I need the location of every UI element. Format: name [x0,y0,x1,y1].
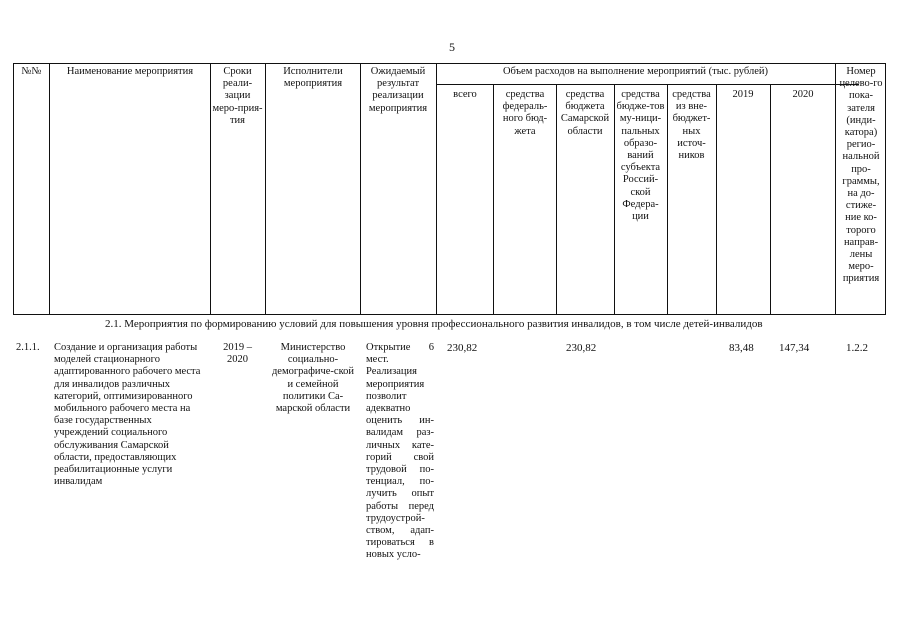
header-sub-total: всего [453,89,477,100]
row-terms: 2019 – 2020 [223,342,252,366]
header-col-volume-group: Объем расходов на выполнение мероприятий (тыс. рублей) [502,66,769,77]
header-sub-municipal: средства бюдже-тов му-ници-пальных образо-ваний субъекта Россий-ской Федера-ции [616,89,665,223]
row-result: Открытие 6 мест. Реализация мероприятия позволит адекватно оценить ин-валидам раз-личных кате-горий свой трудовой по-тенциал, по-лучить опыт работы перед трудоустрой-ством, адап-тироваться в новых усло- [366,342,434,561]
row-executor: Министерство социально-демографиче-ской и семейной политики Са-марской области [271,342,355,415]
row-total: 230,82 [447,342,478,354]
header-col-result: Ожидаемый результат реализации мероприятия [368,66,428,114]
header-sub-2019: 2019 [732,89,754,100]
row-name: Создание и организация работы моделей стационарного адаптированного рабочего места для инвалидов различных категорий, оптимизированного мобильного рабочего места на базе государственных учреждений социального обслуживания Самарской области, предоставляющих реабилитационные услуги инвалидам [54,342,201,488]
row-indicator: 1.2.2 [846,342,868,354]
header-sub-federal: средства федераль-ного бюд-жета [502,89,548,137]
row-number: 2.1.1. [16,342,40,353]
header-col-executors: Исполнители мероприятия [283,66,343,90]
header-col-number: №№ [21,66,42,77]
header-sub-2020: 2020 [792,89,814,100]
header-sub-samara: средства бюджета Самарской области [560,89,610,137]
header-col-indicator: Номер целево-го пока-зателя (инди-катора) регио-нальной про-граммы, на до-стиже-ние ко-торого направ-лены меро-приятия [839,66,883,285]
header-col-terms: Сроки реали-зации меро-прия-тия [212,66,263,126]
row-2019: 83,48 [729,342,754,354]
page-number: 5 [449,40,455,54]
row-2020: 147,34 [779,342,810,354]
row-samara: 230,82 [566,342,597,354]
section-title: 2.1. Мероприятия по формированию условий для повышения уровня профессионального развития инвалидов, в том числе детей-инвалидов [105,318,763,330]
header-col-name: Наименование мероприятия [66,66,194,77]
header-sub-extra: средства из вне-бюджет-ных источ-ников [672,89,711,162]
